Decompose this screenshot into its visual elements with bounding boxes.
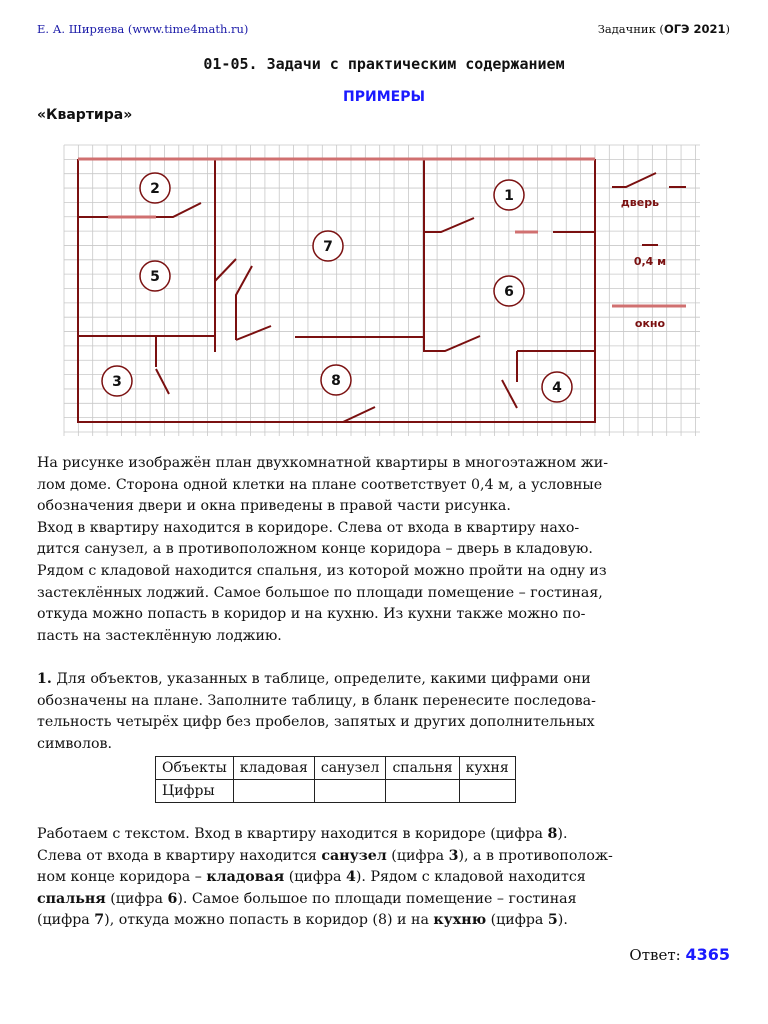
question-line: тельность четырёх цифр без пробелов, запятых и других дополнительных xyxy=(37,714,595,731)
header-author: Е. А. Ширяева (www.time4math.ru) xyxy=(37,22,249,36)
header-book: Задачник (ОГЭ 2021) xyxy=(597,22,730,36)
table-row xyxy=(156,757,516,780)
room-label-8 xyxy=(321,365,351,395)
intro-line: дится санузел, а в противоположном конце коридора – дверь в кладовую. xyxy=(37,541,593,558)
table-cell: Цифры xyxy=(156,780,234,803)
apartment-plan xyxy=(60,140,708,440)
svg-text:2: 2 xyxy=(150,181,160,197)
wall-corr-top xyxy=(236,326,271,340)
question-number: 1. xyxy=(37,671,52,687)
intro-line: застеклённых лоджий. Самое большое по площади помещение – гостиная, xyxy=(37,584,603,601)
answer-cell[interactable] xyxy=(386,780,459,803)
intro-line: На рисунке изображён план двухкомнатной квартиры в многоэтажном жи- xyxy=(37,455,609,471)
legend-cell-text: 0,4 м xyxy=(633,255,667,268)
intro-line: пасть на застеклённую лоджию. xyxy=(37,627,282,644)
solution-text xyxy=(37,824,731,932)
room-label-4 xyxy=(542,372,572,402)
legend-door-text: дверь xyxy=(620,196,660,209)
wall-bath-door xyxy=(156,336,169,394)
answer-cell[interactable] xyxy=(459,780,515,803)
plan-legend xyxy=(612,173,686,330)
svg-text:5: 5 xyxy=(150,269,160,285)
table-cell: санузел xyxy=(314,757,386,780)
wall-door-bottom xyxy=(343,407,375,422)
solution-line: Работаем с текстом. Вход в квартиру находится в коридоре (цифра 8). xyxy=(37,826,568,842)
room-label-5 xyxy=(140,261,170,291)
answer-cell[interactable] xyxy=(314,780,386,803)
room-label-7 xyxy=(313,231,343,261)
svg-text:7: 7 xyxy=(323,239,333,255)
svg-text:1: 1 xyxy=(504,188,514,204)
intro-text xyxy=(37,453,731,647)
solution-line: (цифра 7), откуда можно попасть в коридор (8) и на кухню (цифра 5). xyxy=(37,912,568,929)
answer-label: Ответ: xyxy=(629,946,686,964)
table-cell: спальня xyxy=(386,757,459,780)
table-cell: Объекты xyxy=(156,757,234,780)
intro-line: обозначения двери и окна приведены в правой части рисунка. xyxy=(37,498,511,515)
question-text xyxy=(37,669,731,755)
answer xyxy=(629,945,730,964)
svg-text:3: 3 xyxy=(112,374,122,390)
question-line: 1. Для объектов, указанных в таблице, определите, какими цифрами они xyxy=(37,671,591,687)
room-label-1 xyxy=(494,180,524,210)
room-label-3 xyxy=(102,366,132,396)
question-line: символов. xyxy=(37,735,113,752)
task-title: «Квартира» xyxy=(37,107,133,123)
table-cell: кухня xyxy=(459,757,515,780)
room-label-6 xyxy=(494,276,524,306)
room-label-2 xyxy=(140,173,170,203)
wall-living-center xyxy=(215,259,236,281)
svg-text:4: 4 xyxy=(552,380,562,396)
legend-window-text: окно xyxy=(634,317,666,330)
legend-door-symbol xyxy=(612,173,686,187)
objects-table xyxy=(155,756,516,803)
svg-text:6: 6 xyxy=(504,284,514,300)
page-title: 01-05. Задачи с практическим содержанием xyxy=(203,55,565,73)
table-row xyxy=(156,780,516,803)
question-line: обозначены на плане. Заполните таблицу, в бланк перенесите последова- xyxy=(37,692,596,709)
solution-line: спальня (цифра 6). Самое большое по площади помещение – гостиная xyxy=(37,890,577,907)
intro-line: лом доме. Сторона одной клетки на плане соответствует 0,4 м, а условные xyxy=(37,476,603,493)
answer-cell[interactable] xyxy=(233,780,314,803)
table-cell: кладовая xyxy=(233,757,314,780)
answer-value: 4365 xyxy=(685,945,730,964)
wall-bedroom-top xyxy=(424,218,474,232)
intro-line: Рядом с кладовой находится спальня, из которой можно пройти на одну из xyxy=(37,562,607,579)
svg-text:8: 8 xyxy=(331,373,341,389)
section-subtitle: ПРИМЕРЫ xyxy=(343,89,425,105)
solution-line: ном конце коридора – кладовая (цифра 4). Рядом с кладовой находится xyxy=(37,869,586,886)
intro-line: Вход в квартиру находится в коридоре. Слева от входа в квартиру нахо- xyxy=(37,519,580,536)
intro-line: откуда можно попасть в коридор и на кухню. Из кухни также можно по- xyxy=(37,606,586,623)
solution-line: Слева от входа в квартиру находится санузел (цифра 3), а в противополож- xyxy=(37,847,613,864)
